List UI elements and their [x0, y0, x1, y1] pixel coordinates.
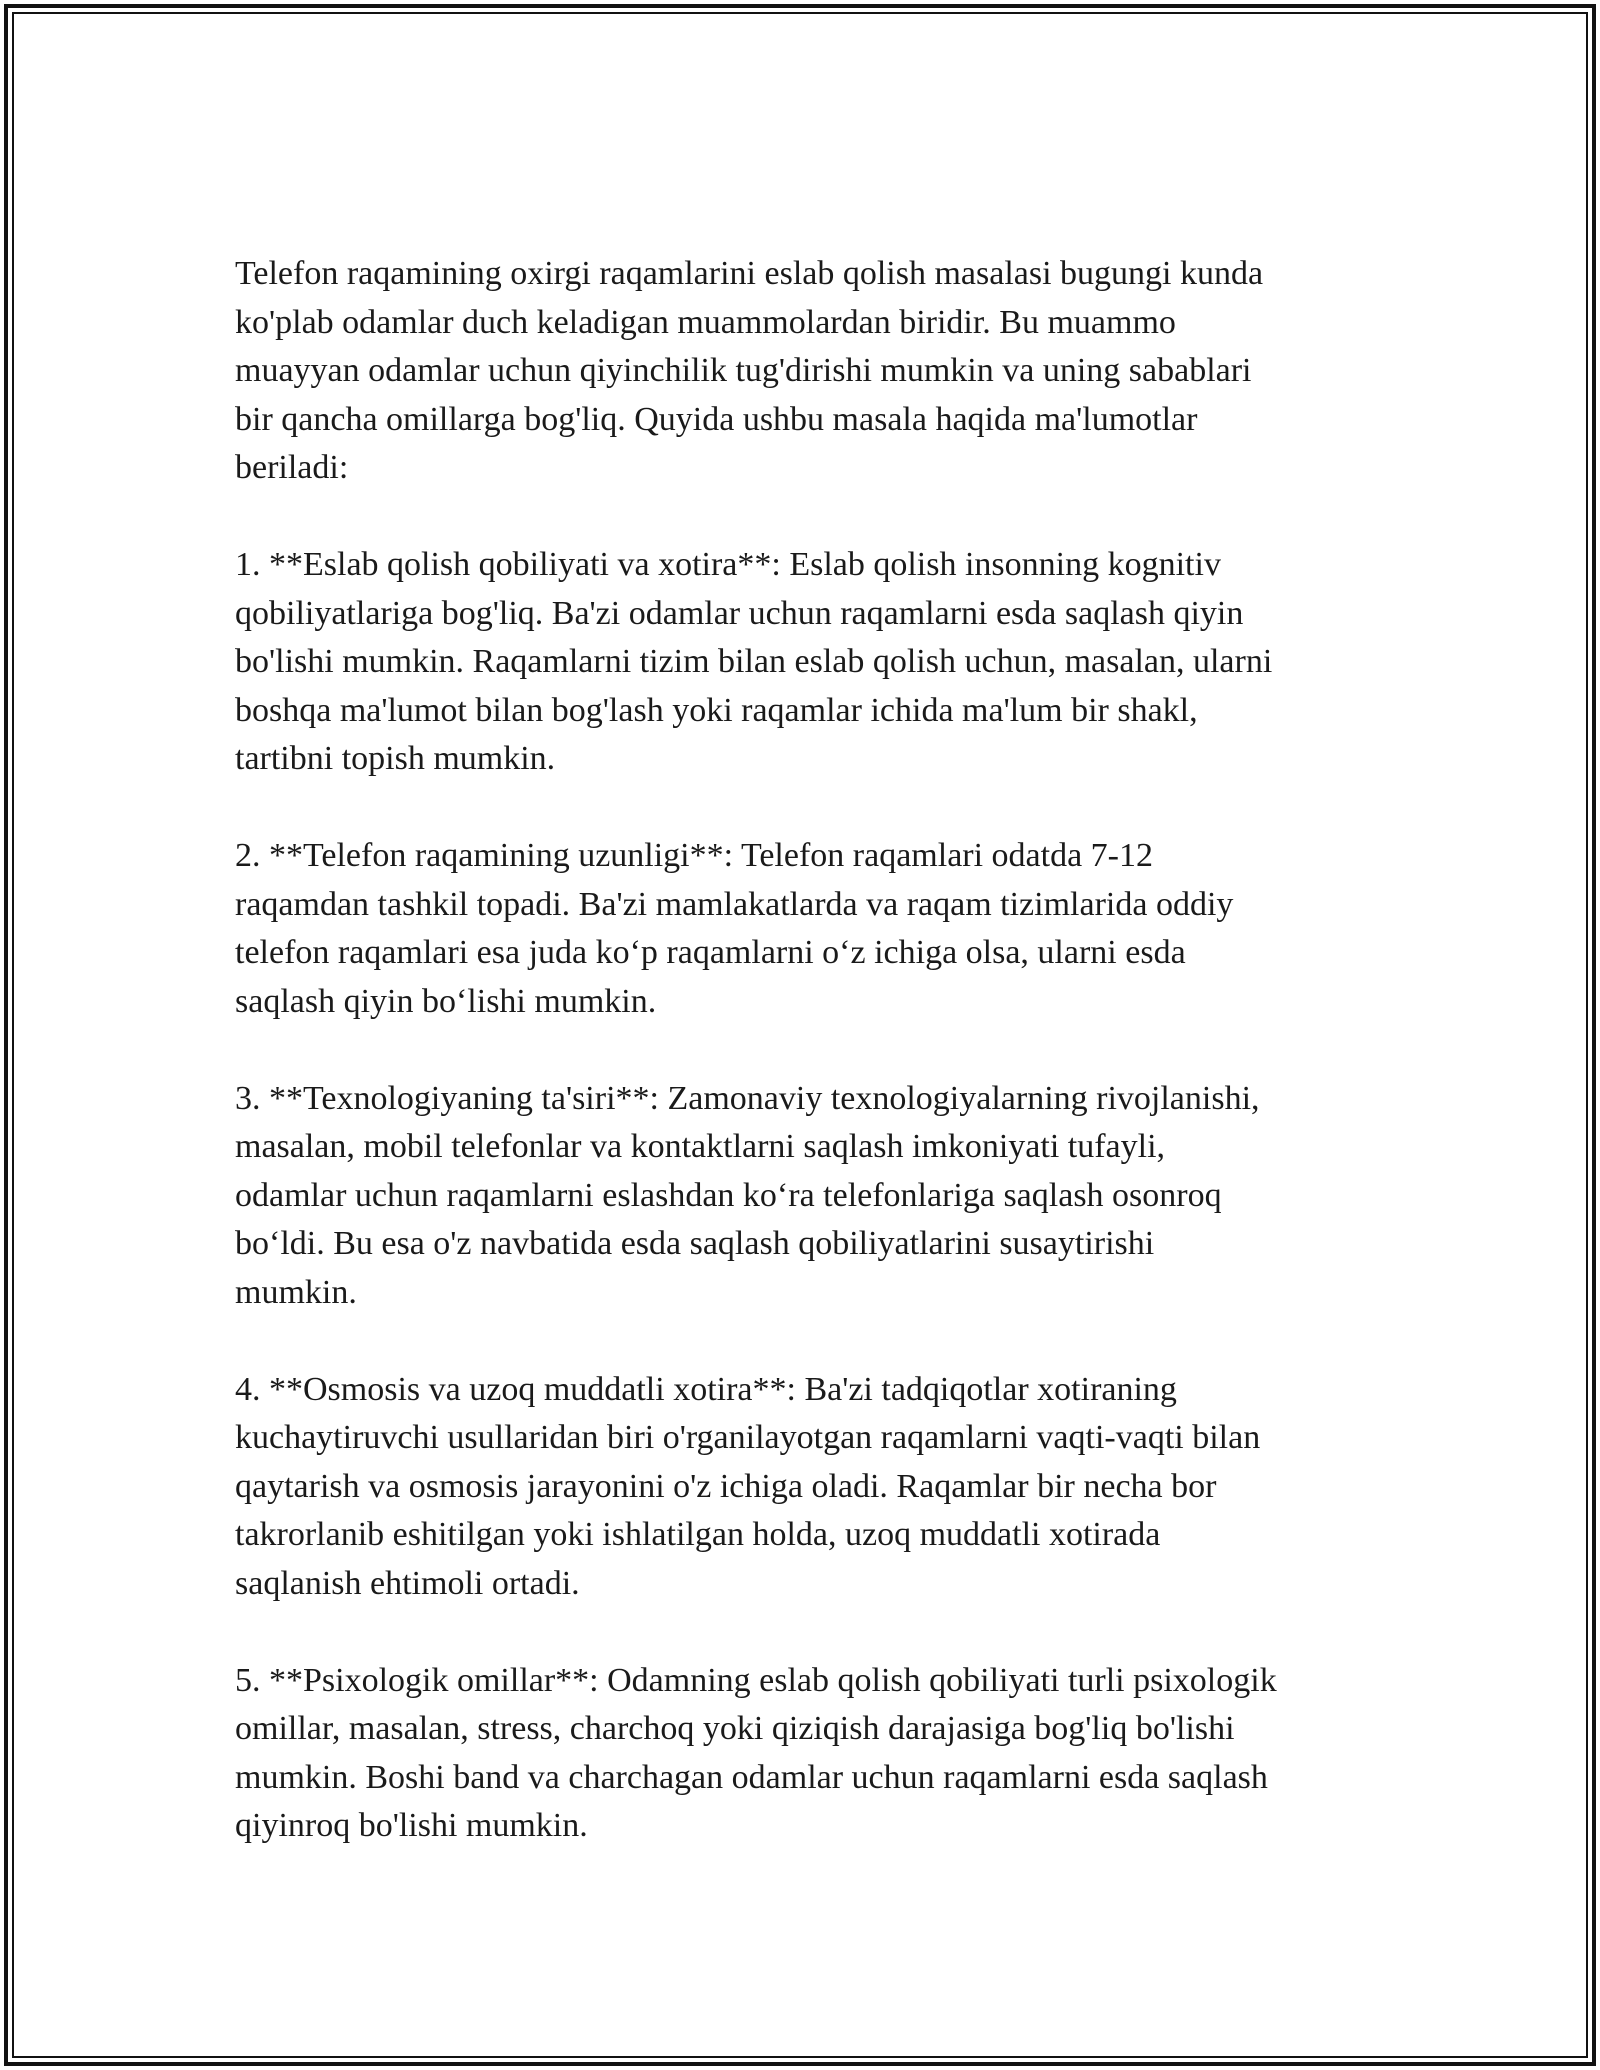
list-item-number-length: 2. **Telefon raqamining uzunligi**: Telefon raqamlari odatda 7-12 raqamdan tashkil topadi. Ba'zi mamlakatlarda va raqam tizimlarida oddiy telefon raqamlari esa juda ko‘p raqamlarni o‘z ichiga olsa, ularni esda saqlash qiyin bo‘lishi mumkin. — [235, 837, 1234, 1020]
list-item-psychology: 5. **Psixologik omillar**: Odamning eslab qolish qobiliyati turli psixologik omillar, masalan, stress, charchoq yoki qiziqish darajasiga bog'liq bo'lishi mumkin. Boshi band va charchagan odamlar uchun raqamlarni esda saqlash qiyinroq bo'lishi mumkin. — [235, 1661, 1277, 1844]
intro-paragraph: Telefon raqamining oxirgi raqamlarini eslab qolish masalasi bugungi kunda ko'plab odamlar duch keladigan muammolardan biridir. Bu muammo muayyan odamlar uchun qiyinchilik tug'dirishi mumkin va uning sabablari bir qancha omillarga bog'liq. Quyida ushbu masala haqida ma'lumotlar beriladi: — [235, 255, 1264, 486]
list-item-technology: 3. **Texnologiyaning ta'siri**: Zamonaviy texnologiyalarning rivojlanishi, masalan, mobil telefonlar va kontaktlarni saqlash imkoniyati tufayli, odamlar uchun raqamlarni eslashdan ko‘ra telefonlariga saqlash osonroq bo‘ldi. Bu esa o'z navbatida esda saqlash qobiliyatlarini susaytirishi mumkin. — [235, 1079, 1260, 1311]
list-item-osmosis: 4. **Osmosis va uzoq muddatli xotira**: Ba'zi tadqiqotlar xotiraning kuchaytiruvchi usullaridan biri o'rganilayotgan raqamlarni vaqti-vaqti bilan qaytarish va osmosis jarayonini o'z ichiga oladi. Raqamlar bir necha bor takrorlanib eshitilgan yoki ishlatilgan holda, uzoq muddatli xotirada saqlanish ehtimoli ortadi. — [235, 1370, 1261, 1602]
list-item-memory: 1. **Eslab qolish qobiliyati va xotira**: Eslab qolish insonning kognitiv qobiliyatlariga bog'liq. Ba'zi odamlar uchun raqamlarni esda saqlash qiyin bo'lishi mumkin. Raqamlarni tizim bilan eslab qolish uchun, masalan, ularni boshqa ma'lumot bilan bog'lash yoki raqamlar ichida ma'lum bir shakl, tartibni topish mumkin. — [235, 546, 1273, 777]
document-body — [235, 250, 1375, 1851]
